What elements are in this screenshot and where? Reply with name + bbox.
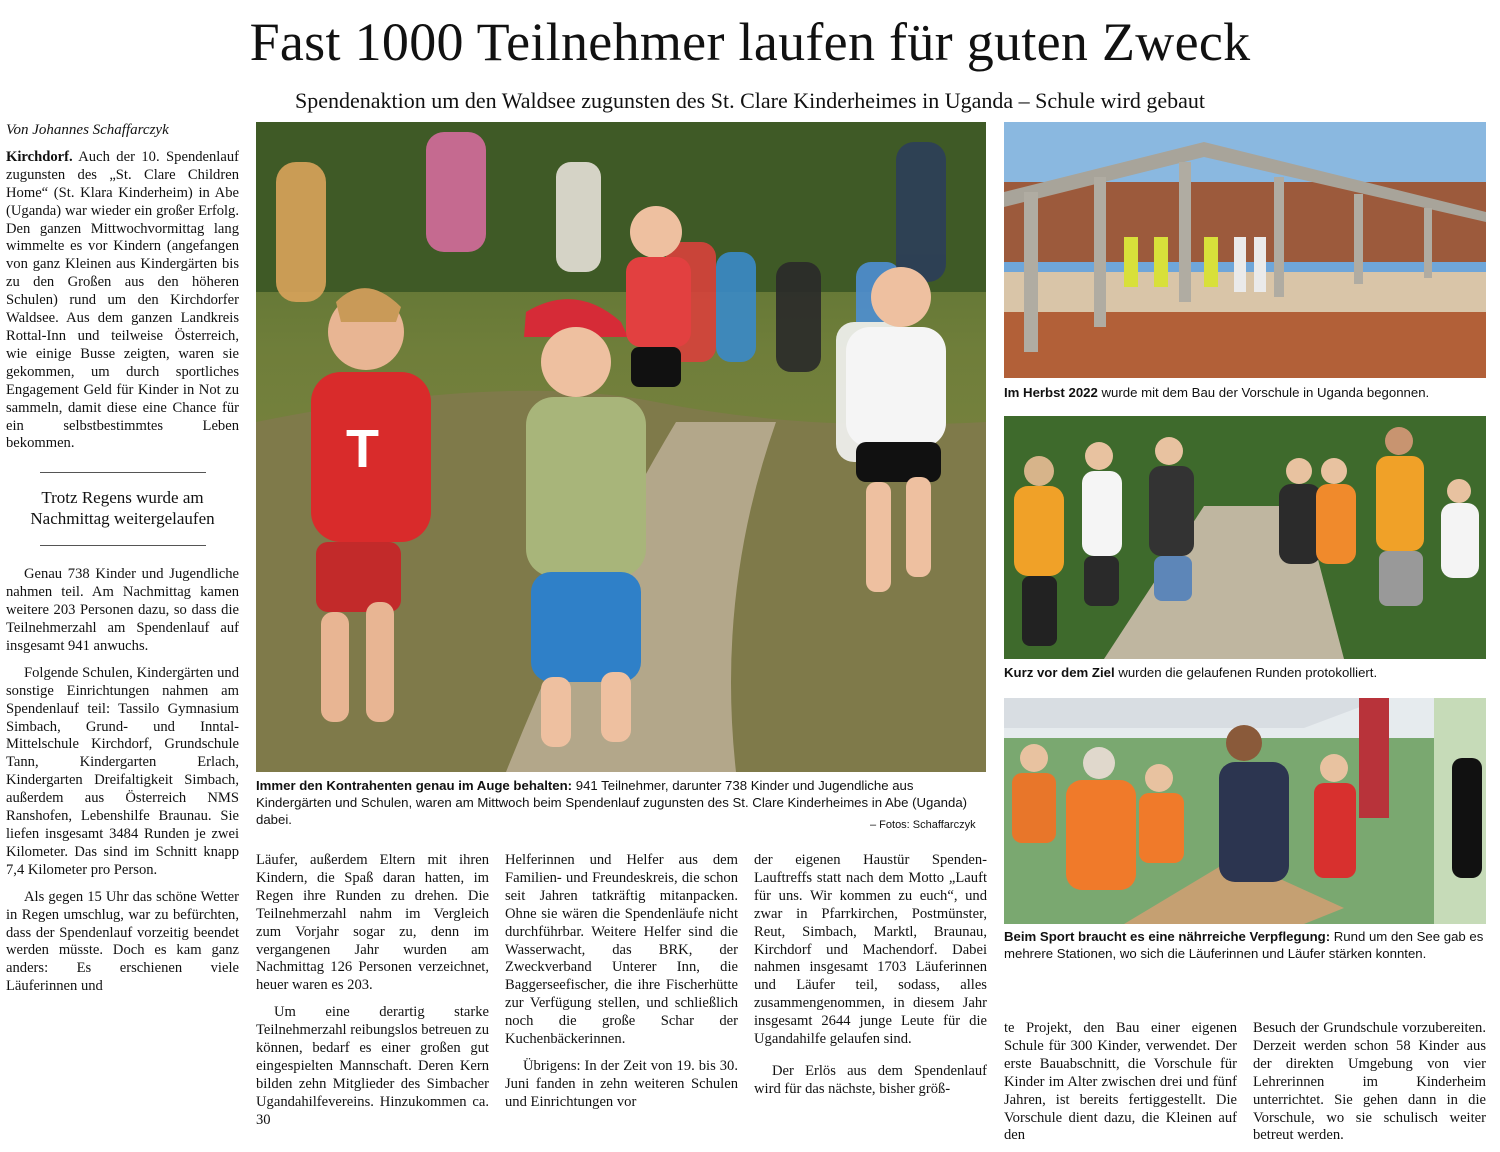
photo-caption-registration: Kurz vor dem Ziel wurden die gelaufenen Runden protokolliert. [1004, 665, 1378, 680]
paragraph: Kirchdorf. Auch der 10. Spendenlauf zugunsten des „St. Clare Children Home“ (St. Klara Kinderheim) in Abe (Uganda) war wieder ein großer Erfolg. Den ganzen Mittwochvormittag lang wimmelte es vor Kindern (angefangen von ganz Kleinen aus Kindergärten bis zu den Großen aus den höheren Schulen) rund um den Kirchdorfer Waldsee. Aus dem ganzen Landkreis Rottal-Inn und teilweise Österreich, wie einige Busse zeigten, waren sie gekommen, um durch sportliches Engagement Geld für Kinder in Not zu sammeln, damit diese eine Chance für ein selbstbestimmtes Leben bekommen. [6, 148, 240, 452]
photo-food-station [1004, 698, 1486, 924]
paragraph: Läufer, außerdem Eltern mit ihren Kindern, die Spaß daran hatten, im Regen ihre Runden zu drehen. Die Teilnehmerzahl nahm im Vergleich zum Vorjahr sogar zu, denn im vergangenen Jahr wurden am Nachmittag 126 Personen verzeichnet, heuer waren es 203. [256, 852, 489, 994]
divider [40, 545, 206, 546]
svg-text:T: T [346, 419, 379, 479]
photo-school-construction [1004, 122, 1486, 378]
paragraph: Folgende Schulen, Kindergärten und sonstige Einrichtungen nahmen am Spendenlauf teil: Tassilo Gymnasium Simbach, Grund- und Inntal-Mittelschule Kirchdorf, Grundschule Tann, Kindergarten Erlach, Kindergarten Dreifaltigkeit Simbach, außerdem aus Österreich NMS Ranshofen, Lebenshilfe Braunau. Sie liefen insgesamt 3484 Runden je zwei Kilometer. Das sind im Schnitt knapp 7,4 Kilometer pro Person. [6, 664, 239, 878]
photo-caption-construction: Im Herbst 2022 wurde mit dem Bau der Vorschule in Uganda begonnen. [1004, 385, 1430, 400]
photo-lap-registration [1004, 416, 1486, 659]
main-photo-caption: Immer den Kontrahenten genau im Auge behalten: 941 Teilnehmer, darunter 738 Kinder und Jugendliche aus Kindergärten und Schulen, waren am Mittwoch beim Spendenlauf zugunsten des St. Clare Kinderheimes in Abe (Uganda) dabei. [256, 778, 968, 827]
article-column-4 [754, 852, 987, 1108]
paragraph: der eigenen Haustür Spenden-Lauftreffs statt nach dem Motto „Lauft für uns. Wir kommen zu euch“, und zwar in Pfarrkirchen, Postmünster, Reut, Simbach, Marktl, Braunau, Kirchdorf und Machendorf. Dabei nahmen insgesamt 1703 Läuferinnen und Läufer teil, sodass, alles zusammengenommen, in diesem Jahr insgesamt 2644 junge Leute für die Ugandahilfe gelaufen sind. [754, 852, 987, 1048]
dateline: Kirchdorf. [6, 148, 73, 165]
photo-credit: – Fotos: Schaffarczyk [870, 819, 976, 831]
main-photo-children-running [256, 122, 986, 772]
paragraph: Um eine derartig starke Teilnehmerzahl reibungslos betreuen zu können, bedarf es einer großen gut eingespielten Mannschaft. Deren Kern bilden zehn Mitglieder des Simbacher Ugandahilfevereins. Hinzukommen ca. 30 [256, 1004, 489, 1128]
article-column-5 [1004, 1020, 1237, 1152]
byline: Von Johannes Schaffarczyk [6, 122, 169, 138]
paragraph: Übrigens: In der Zeit von 19. bis 30. Juni fanden in zehn weiteren Schulen und Einrichtungen vor [505, 1057, 738, 1110]
photo-caption-food: Beim Sport braucht es eine nährreiche Verpflegung: Rund um den See gab es mehrere Stationen, wo sich die Läuferinnen und Läufer stärken konnten. [1004, 929, 1484, 961]
article-column-3 [505, 852, 738, 1121]
article-column-2 [256, 852, 489, 1139]
paragraph: Der Erlös aus dem Spendenlauf wird für das nächste, bisher größ- [754, 1062, 987, 1097]
divider [40, 472, 206, 473]
article-column-6 [1253, 1020, 1486, 1152]
paragraph: Genau 738 Kinder und Jugendliche nahmen teil. Am Nachmittag kamen weitere 203 Personen dazu, so dass die Teilnehmerzahl am Spendenlauf auf insgesamt 941 anwuchs. [6, 566, 239, 654]
paragraph: te Projekt, den Bau einer eigenen Schule für 300 Kinder, verwendet. Der erste Bauabschnitt, die Vorschule für Kinder im Alter zwischen drei und fünf Jahren, ist bereits fertiggestellt. Die Vorschule dient dazu, die Kleinen auf den [1004, 1020, 1237, 1144]
intertitle: Trotz Regens wurde am Nachmittag weitergelaufen [30, 488, 215, 529]
paragraph: Helferinnen und Helfer aus dem Familien- und Freundeskreis, die schon seit Jahren tatkräftig mitanpacken. Ohne sie wären die Spendenläufe nicht durchführbar. Weitere Helfer sind die Wasserwacht, das BRK, der Zweckverband Unterer Inn, die Baggerseefischer, die ihre Fischerhütte zur Verfügung stellen, und schließlich noch die große Schar der Kuchenbäckerinnen. [505, 852, 738, 1048]
paragraph: Besuch der Grundschule vorzubereiten. Derzeit werden schon 58 Kinder aus der direkten Umgebung von vier Lehrerinnen im Kinderheim unterrichtet. Sie gehen dann in die Vorschule, wo sie schulisch weiter betreut werden. [1253, 1020, 1486, 1144]
article-column-1 [6, 122, 239, 1005]
subheadline: Spendenaktion um den Waldsee zugunsten des St. Clare Kinderheimes in Uganda – Schule wird gebaut [294, 88, 1205, 113]
paragraph: Als gegen 15 Uhr das schöne Wetter in Regen umschlug, war zu befürchten, dass der Spendenlauf vorzeitig beendet werden müsste. Doch es kam ganz anders: Es erschienen viele Läuferinnen und [6, 888, 239, 995]
headline: Fast 1000 Teilnehmer laufen für guten Zweck [249, 12, 1251, 72]
